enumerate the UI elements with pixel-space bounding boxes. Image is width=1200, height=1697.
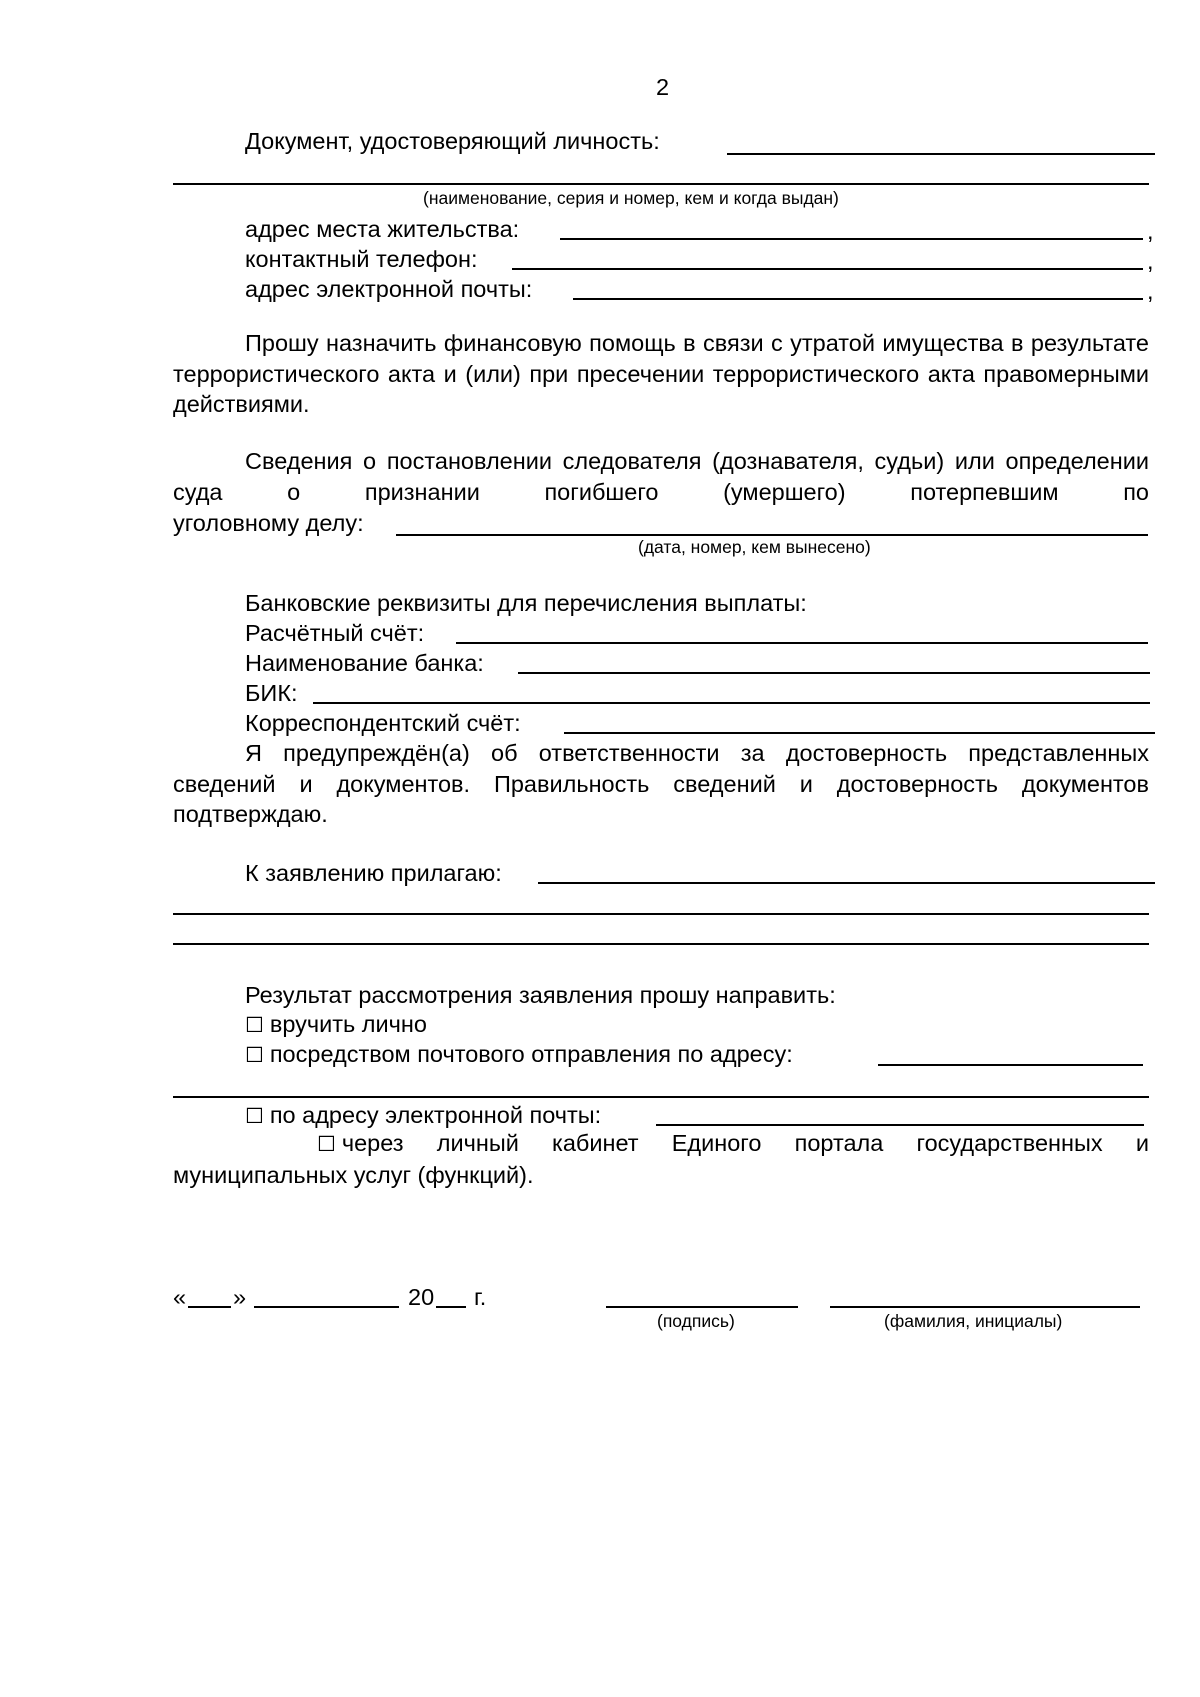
identity-document-caption: (наименование, серия и номер, кем и когда выдан) (423, 188, 839, 208)
close-quote: » (233, 1284, 247, 1310)
criminal-case-field[interactable] (396, 534, 1148, 536)
address-comma: , (1147, 218, 1154, 244)
email-field[interactable] (573, 298, 1143, 300)
attachments-label: К заявлению прилагаю: (245, 860, 502, 886)
full-name-field[interactable] (830, 1306, 1140, 1308)
criminal-case-label: уголовному делу: (173, 510, 364, 536)
open-quote: « (173, 1284, 187, 1310)
email-label: адрес электронной почты: (245, 276, 533, 302)
signature-field[interactable] (606, 1306, 798, 1308)
address-field[interactable] (560, 238, 1143, 240)
identity-document-label: Документ, удостоверяющий личность: (245, 128, 660, 154)
option-personal[interactable] (245, 1013, 427, 1037)
email-comma: , (1147, 278, 1154, 304)
full-name-caption: (фамилия, инициалы) (884, 1311, 1063, 1331)
option-portal[interactable] (173, 1128, 1149, 1190)
bank-heading: Банковские реквизиты для перечисления выплаты: (245, 590, 807, 616)
bank-name-label: Наименование банка: (245, 650, 484, 676)
day-field[interactable] (188, 1306, 231, 1308)
option-personal-label: вручить лично (269, 1011, 427, 1037)
attachments-field-line-3[interactable] (173, 943, 1149, 945)
phone-comma: , (1147, 248, 1154, 274)
investigator-paragraph: Сведения о постановлении следователя (дознавателя, судьи) или определении суда о признании погибшего (умершего) потерпевшим по (173, 448, 1149, 505)
phone-label: контактный телефон: (245, 246, 478, 272)
checkbox-post[interactable]: ☐ (245, 1043, 264, 1067)
post-address-field-line-2[interactable] (173, 1096, 1149, 1098)
option-portal-label: через личный кабинет Единого портала государственных и муниципальных услуг (функций). (173, 1130, 1149, 1188)
signature-caption: (подпись) (657, 1311, 735, 1331)
identity-document-field-line-2[interactable] (173, 183, 1149, 185)
attachments-field[interactable] (538, 882, 1155, 884)
year-suffix: г. (474, 1284, 487, 1310)
month-field[interactable] (254, 1306, 399, 1308)
option-post-label: посредством почтового отправления по адресу: (269, 1041, 793, 1067)
bank-name-field[interactable] (518, 672, 1150, 674)
option-email-label: по адресу электронной почты: (269, 1102, 602, 1128)
result-email-field[interactable] (656, 1124, 1144, 1126)
post-address-field[interactable] (878, 1064, 1143, 1066)
identity-document-field[interactable] (727, 153, 1155, 155)
bik-label: БИК: (245, 680, 298, 706)
request-paragraph: Прошу назначить финансовую помощь в связи с утратой имущества в результате террористического акта и (или) при пресечении террористического акта правомерными действиями. (173, 330, 1149, 417)
result-heading: Результат рассмотрения заявления прошу направить: (245, 982, 836, 1008)
checkbox-email[interactable]: ☐ (245, 1104, 264, 1128)
year-field[interactable] (436, 1306, 466, 1308)
account-field[interactable] (456, 642, 1148, 644)
corr-account-field[interactable] (564, 732, 1155, 734)
phone-field[interactable] (512, 268, 1143, 270)
address-label: адрес места жительства: (245, 216, 520, 242)
option-email[interactable] (245, 1104, 601, 1128)
year-prefix: 20 (408, 1284, 435, 1310)
attachments-field-line-2[interactable] (173, 913, 1149, 915)
bik-field[interactable] (313, 702, 1150, 704)
checkbox-portal[interactable]: ☐ (317, 1132, 336, 1156)
page-number: 2 (656, 74, 670, 100)
checkbox-personal[interactable]: ☐ (245, 1013, 264, 1037)
option-post[interactable] (245, 1043, 793, 1067)
criminal-case-caption: (дата, номер, кем вынесено) (638, 537, 871, 557)
account-label: Расчётный счёт: (245, 620, 425, 646)
warning-paragraph: Я предупреждён(а) об ответственности за достоверность представленных сведений и документов. Правильность сведений и достоверность документов подтверждаю. (173, 740, 1149, 827)
corr-account-label: Корреспондентский счёт: (245, 710, 521, 736)
